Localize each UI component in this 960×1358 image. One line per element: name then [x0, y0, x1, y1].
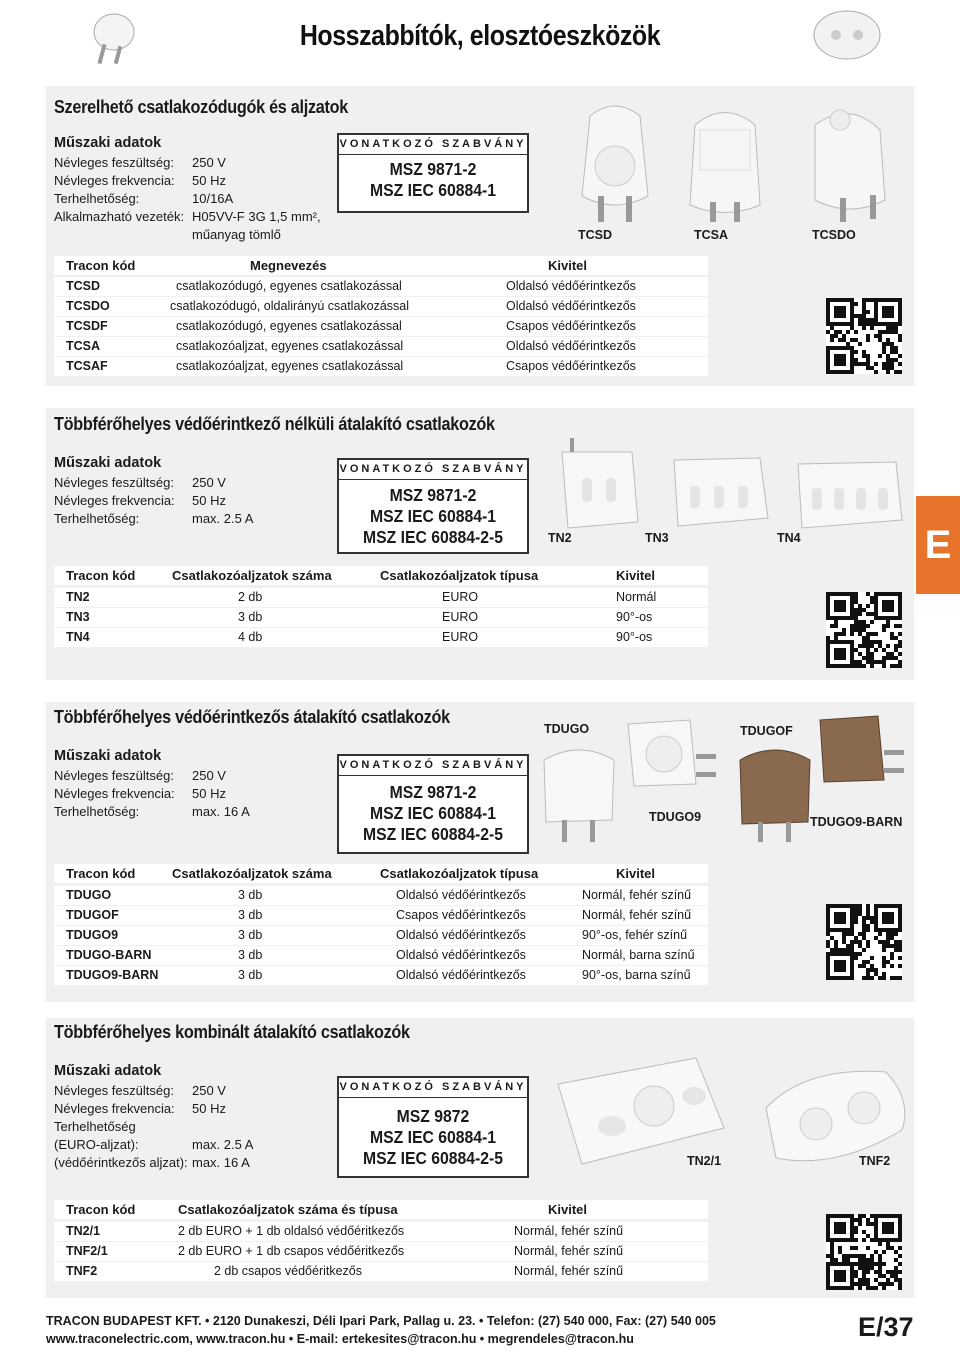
header-cell: Kivitel [548, 1202, 588, 1217]
cell-type: Csapos védőérintkezős [396, 908, 526, 922]
tech-header: Műszaki adatok [54, 135, 162, 151]
cell-count: 3 db [238, 928, 263, 942]
cell-count: 3 db [238, 948, 263, 962]
footer-contact: www.traconelectric.com, www.tracon.hu • E-mail: ertekesites@tracon.hu • megrendeles@tracon.hu [46, 1332, 634, 1346]
product-label: TDUGO9-BARN [810, 815, 903, 829]
product-label: TN4 [777, 531, 801, 545]
standard-line: MSZ IEC 60884-2-5 [362, 1148, 504, 1168]
header-cell: Csatlakozóaljzatok típusa [380, 866, 539, 881]
standard-line: MSZ IEC 60884-1 [369, 506, 497, 526]
cell-count: 2 db [238, 590, 263, 604]
header-cell: Csatlakozóaljzatok típusa [380, 568, 539, 583]
cell-variant: Normál, fehér színű [514, 1264, 624, 1278]
product-label: TN3 [645, 531, 669, 545]
standard-box-3 [337, 754, 529, 854]
cell-variant: Oldalsó védőérintkezős [506, 339, 636, 353]
product-image-tdugo9-barn [812, 710, 908, 810]
section-title-1: Szerelhető csatlakozódugók és aljzatok [54, 97, 349, 117]
cell-variant: 90°-os, fehér színű [582, 928, 688, 942]
adapter-icon [810, 6, 884, 64]
table-header [54, 1200, 708, 1219]
cell-type: Oldalsó védőérintkezős [396, 888, 526, 902]
cell-variant: 90°-os, barna színű [582, 968, 691, 982]
product-image-tn3 [664, 448, 774, 534]
chapter-tab: E [916, 496, 960, 594]
header-cell: Kivitel [548, 258, 588, 273]
header-cell: Tracon kód [66, 866, 136, 881]
standard-line: MSZ 9871-2 [389, 485, 477, 505]
standard-box-2 [337, 458, 529, 554]
tech-value: 50 Hz [192, 1101, 226, 1116]
tech-label: (EURO-aljzat): [54, 1137, 139, 1152]
cell-variant: Normál, fehér színű [582, 888, 692, 902]
cell-code: TDUGO9-BARN [66, 968, 159, 982]
cell-count: 4 db [238, 630, 263, 644]
cell-code: TCSDF [66, 319, 108, 333]
product-image-tcsdo [800, 100, 900, 225]
product-label: TN2/1 [687, 1154, 722, 1168]
tech-value: 50 Hz [192, 173, 226, 188]
section-title-3: Többférőhelyes védőérintkezős átalakító csatlakozók [54, 707, 450, 727]
tech-header: Műszaki adatok [54, 748, 162, 764]
standard-caption: VONATKOZÓ SZABVÁNY [339, 1078, 527, 1098]
plug-icon [84, 6, 144, 68]
cell-variant: Normál, fehér színű [514, 1224, 624, 1238]
cell-name: csatlakozóaljzat, egyenes csatlakozással [176, 359, 404, 373]
table-row [54, 297, 708, 316]
cell-variant: 90°-os [616, 630, 653, 644]
table-row [54, 357, 708, 376]
table-row [54, 946, 708, 965]
table-header [54, 864, 708, 883]
header-cell: Kivitel [616, 866, 656, 881]
qr-code-icon [826, 298, 902, 374]
product-image-tdugof [730, 740, 820, 844]
cell-type: EURO [442, 590, 479, 604]
tech-label: Terhelhetőség: [54, 804, 140, 819]
header-cell: Kivitel [616, 568, 656, 583]
cell-type: 2 db EURO + 1 db oldalsó védőéritkezős [178, 1224, 405, 1238]
product-label: TCSA [694, 228, 729, 242]
header-cell: Csatlakozóaljzatok száma [172, 866, 332, 881]
standard-line: MSZ IEC 60884-1 [369, 803, 497, 823]
tech-label: Névleges frekvencia: [54, 786, 175, 801]
cell-variant: Oldalsó védőérintkezős [506, 279, 636, 293]
table-row [54, 337, 708, 356]
cell-variant: Normál, barna színű [582, 948, 695, 962]
cell-type: Oldalsó védőérintkezős [396, 928, 526, 942]
cell-name: csatlakozódugó, egyenes csatlakozással [176, 319, 402, 333]
cell-code: TCSA [66, 339, 101, 353]
cell-code: TDUGO [66, 888, 112, 902]
section-title-2: Többférőhelyes védőérintkező nélküli átalakító csatlakozók [54, 414, 495, 434]
tech-data-1 [54, 134, 332, 244]
product-image-tdugo9 [620, 714, 720, 814]
cell-count: 3 db [238, 968, 263, 982]
table-row [54, 886, 708, 905]
product-label: TDUGOF [740, 724, 793, 738]
tech-label: (védőérintkezős aljzat): [54, 1155, 188, 1170]
section-title-4: Többférőhelyes kombinált átalakító csatlakozók [54, 1022, 410, 1042]
standard-box-1 [337, 133, 529, 213]
cell-code: TDUGOF [66, 908, 119, 922]
product-label: TN2 [548, 531, 572, 545]
table-row [54, 277, 708, 296]
tech-label: Terhelhetőség: [54, 191, 140, 206]
standard-line: MSZ 9872 [396, 1106, 470, 1126]
standard-caption: VONATKOZÓ SZABVÁNY [339, 756, 527, 776]
cell-name: csatlakozódugó, oldalirányú csatlakozással [170, 299, 410, 313]
tech-label: Névleges frekvencia: [54, 173, 175, 188]
product-image-tcsd [570, 96, 660, 226]
product-image-tnf2 [756, 1060, 916, 1170]
cell-code: TCSDO [66, 299, 110, 313]
footer-address: TRACON BUDAPEST KFT. • 2120 Dunakeszi, Déli Ipari Park, Pallag u. 23. • Telefon: (27) 540 000, Fax: (27) 540 005 [46, 1314, 716, 1328]
table-header [54, 566, 708, 585]
cell-code: TNF2/1 [66, 1244, 108, 1258]
tech-value: 50 Hz [192, 786, 226, 801]
tech-value: 50 Hz [192, 493, 226, 508]
cell-variant: Csapos védőérintkezős [506, 359, 636, 373]
standard-line: MSZ 9871-2 [389, 159, 477, 179]
product-image-tdugo [534, 740, 624, 846]
standard-box-4 [337, 1076, 529, 1178]
cell-code: TCSD [66, 279, 101, 293]
product-label: TCSDO [812, 228, 856, 242]
tech-label: Alkalmazható vezeték: [54, 209, 185, 224]
tech-label: Névleges feszültség: [54, 768, 174, 783]
table-row [54, 926, 708, 945]
tech-value: 10/16A [192, 191, 234, 206]
tech-value: H05VV-F 3G 1,5 mm², műanyag tömlő [192, 209, 321, 242]
table-row [54, 1262, 708, 1281]
header-cell: Tracon kód [66, 258, 136, 273]
cell-type: EURO [442, 630, 479, 644]
tech-label: Terhelhetőség [54, 1119, 136, 1134]
cell-code: TN3 [66, 610, 90, 624]
qr-code-icon [826, 904, 902, 980]
table-row [54, 966, 708, 985]
standard-line: MSZ 9871-2 [389, 782, 477, 802]
cell-variant: 90°-os [616, 610, 653, 624]
qr-code-icon [826, 1214, 902, 1290]
tech-label: Névleges frekvencia: [54, 493, 175, 508]
cell-count: 3 db [238, 908, 263, 922]
tech-label: Névleges feszültség: [54, 475, 174, 490]
header-cell: Csatlakozóaljzatok száma [172, 568, 332, 583]
tech-value: 250 V [192, 768, 226, 783]
cell-variant: Csapos védőérintkezős [506, 319, 636, 333]
cell-variant: Normál [616, 590, 657, 604]
product-image-tn4 [788, 452, 906, 536]
cell-name: csatlakozóaljzat, egyenes csatlakozással [176, 339, 404, 353]
tech-value: 250 V [192, 155, 226, 170]
tech-data-2 [54, 454, 253, 528]
standard-line: MSZ IEC 60884-2-5 [362, 824, 504, 844]
page-number: E/37 [858, 1312, 914, 1342]
product-label: TDUGO9 [649, 810, 702, 824]
tech-value: max. 16 A [192, 1155, 250, 1170]
cell-type: 2 db csapos védőéritkezős [214, 1264, 363, 1278]
tech-value: max. 2.5 A [192, 511, 254, 526]
cell-variant: Normál, fehér színű [514, 1244, 624, 1258]
standard-caption: VONATKOZÓ SZABVÁNY [339, 135, 527, 155]
cell-type: Oldalsó védőérintkezős [396, 968, 526, 982]
cell-type: 2 db EURO + 1 db csapos védőéritkezős [178, 1244, 405, 1258]
table-row [54, 317, 708, 336]
table-header [54, 256, 708, 275]
cell-code: TNF2 [66, 1264, 98, 1278]
tech-label: Terhelhetőség: [54, 511, 140, 526]
cell-code: TN4 [66, 630, 90, 644]
product-label: TCSD [578, 228, 613, 242]
header-cell: Csatlakozóaljzatok száma és típusa [178, 1202, 398, 1217]
tech-label: Névleges frekvencia: [54, 1101, 175, 1116]
table-row [54, 1222, 708, 1241]
product-label: TNF2 [859, 1154, 891, 1168]
qr-code-icon [826, 592, 902, 668]
page-title: Hosszabbítók, elosztóeszközök [299, 20, 661, 52]
table-row [54, 1242, 708, 1261]
standard-line: MSZ IEC 60884-1 [369, 180, 497, 200]
cell-count: 3 db [238, 888, 263, 902]
tech-value: max. 2.5 A [192, 1137, 254, 1152]
tech-data-3 [54, 747, 250, 821]
cell-code: TN2/1 [66, 1224, 101, 1238]
tech-label: Névleges feszültség: [54, 1083, 174, 1098]
cell-code: TDUGO9 [66, 928, 119, 942]
cell-type: Oldalsó védőérintkezős [396, 948, 526, 962]
header-cell: Megnevezés [250, 258, 327, 273]
table-row [54, 906, 708, 925]
table-row [54, 628, 708, 647]
cell-type: EURO [442, 610, 479, 624]
product-image-tcsa [680, 100, 770, 225]
tech-label: Névleges feszültség: [54, 155, 174, 170]
table-row [54, 608, 708, 627]
cell-code: TCSAF [66, 359, 108, 373]
cell-variant: Oldalsó védőérintkezős [506, 299, 636, 313]
tech-data-4 [54, 1062, 253, 1172]
standard-line: MSZ IEC 60884-1 [369, 1127, 497, 1147]
cell-count: 3 db [238, 610, 263, 624]
product-label: TDUGO [544, 722, 590, 736]
tech-header: Műszaki adatok [54, 1063, 162, 1079]
tech-value: 250 V [192, 1083, 226, 1098]
header-cell: Tracon kód [66, 568, 136, 583]
cell-name: csatlakozódugó, egyenes csatlakozással [176, 279, 402, 293]
tech-header: Műszaki adatok [54, 455, 162, 471]
product-image-tn2 [552, 438, 642, 534]
tech-value: 250 V [192, 475, 226, 490]
cell-code: TN2 [66, 590, 90, 604]
header-cell: Tracon kód [66, 1202, 136, 1217]
standard-line: MSZ IEC 60884-2-5 [362, 527, 504, 547]
standard-caption: VONATKOZÓ SZABVÁNY [339, 460, 527, 480]
cell-variant: Normál, fehér színű [582, 908, 692, 922]
cell-code: TDUGO-BARN [66, 948, 152, 962]
tech-value: max. 16 A [192, 804, 250, 819]
table-row [54, 588, 708, 607]
